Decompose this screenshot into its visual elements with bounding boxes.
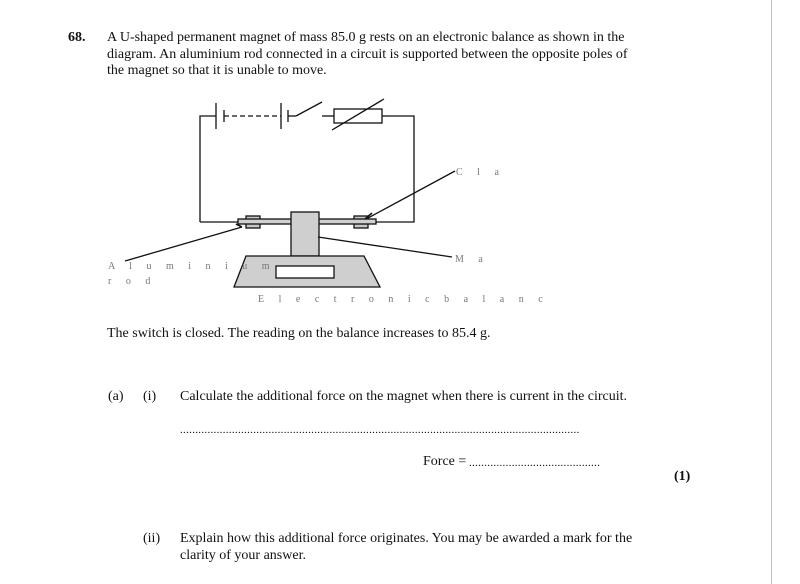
answer-line[interactable]: ................................................................................................................................... [180, 424, 580, 436]
balance-label: E l e c t r o n i c b a l a n c [258, 294, 549, 305]
balance-display [276, 266, 334, 278]
rod-label-line2: r o d [108, 276, 157, 287]
question-intro: A U-shaped permanent magnet of mass 85.0 g rests on an electronic balance as shown in the diagram. An aluminium rod connected in a circuit is supported between the opposite poles of the magnet so that it is unable to move. [107, 30, 628, 78]
force-label: Force = [423, 454, 467, 469]
magnet-pointer [318, 237, 452, 257]
switch-statement: The switch is closed. The reading on the balance increases to 85.4 g. [107, 326, 491, 341]
part-a-i-text: Calculate the additional force on the magnet when there is current in the circuit. [180, 389, 628, 404]
question-number: 68. [68, 30, 86, 45]
clamp-label: C l a [456, 167, 505, 178]
part-a-i-label: (i) [143, 389, 157, 404]
force-answer-line[interactable]: ........................................... [469, 457, 601, 469]
magnet-label: M a [455, 254, 489, 265]
switch-lever [296, 102, 322, 116]
marks: (1) [674, 469, 691, 484]
u-shaped-magnet [291, 212, 319, 256]
rod-pointer [125, 227, 242, 261]
part-a-label: (a) [108, 389, 124, 404]
variable-resistor [334, 109, 382, 123]
wire-left [200, 116, 216, 222]
clamp-pointer [368, 171, 455, 218]
part-a-ii-text: Explain how this additional force originates. You may be awarded a mark for the clarity of your answer. [180, 531, 633, 563]
rod-label-line1: A l u m i n i u m [108, 261, 276, 272]
part-a-ii-label: (ii) [143, 531, 161, 546]
variable-resistor-arrow [332, 99, 384, 130]
